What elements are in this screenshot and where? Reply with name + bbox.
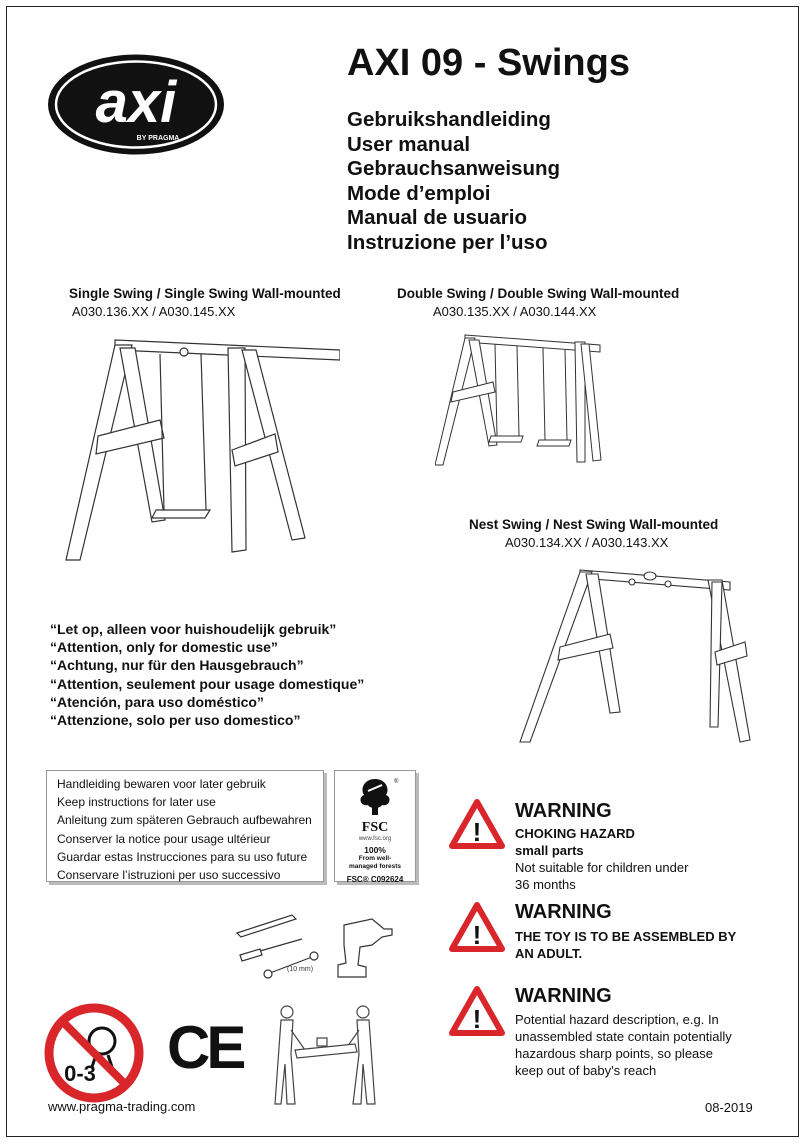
nest-swing-title: Nest Swing / Nest Swing Wall-mounted (469, 517, 719, 532)
fsc-logo-text: FSC (361, 820, 389, 835)
hex-key-icon (237, 915, 296, 937)
warning-assembly-text (515, 928, 736, 962)
manual-language: Mode d’emploi (347, 181, 491, 205)
warning-triangle-icon (449, 986, 505, 1036)
keep-instructions-line: Handleiding bewaren voor later gebruik (57, 777, 266, 791)
keep-instructions-line: Anleitung zum späteren Gebrauch aufbewahren (57, 813, 312, 828)
fsc-forests: From well- managed forests (348, 855, 402, 870)
ce-mark: CE (167, 1014, 243, 1081)
drill-icon (338, 919, 392, 977)
domestic-use-notice (50, 620, 364, 729)
warning-heading: WARNING (515, 985, 612, 1007)
double-swing-illustration (435, 330, 605, 475)
domestic-use-line: “Attenzione, solo per uso domestico” (50, 712, 301, 729)
warning-heading: WARNING (515, 901, 612, 923)
logo-text: axi (95, 70, 177, 135)
fsc-registered-mark: ® (394, 779, 399, 785)
warning-line: keep out of baby's reach (515, 1063, 657, 1078)
screwdriver-icon (240, 939, 302, 961)
domestic-use-line: “Let op, alleen voor huishoudelijk gebruik” (50, 621, 337, 637)
warning-triangle-icon (449, 799, 505, 849)
domestic-use-line: “Attention, seulement pour usage domestique” (50, 675, 365, 692)
fsc-label (334, 770, 416, 882)
single-swing-code: A030.136.XX / A030.145.XX (72, 304, 236, 319)
fsc-percent: 100% (364, 845, 386, 855)
manual-languages (347, 108, 560, 255)
domestic-use-line: “Atención, para uso doméstico” (50, 693, 264, 710)
logo-subtext: BY PRAGMA (136, 135, 180, 142)
warning-line: CHOKING HAZARD (515, 826, 635, 841)
domestic-use-line: “Achtung, nur für den Hausgebrauch” (50, 657, 304, 674)
age-label: 0-3 (64, 1061, 96, 1086)
double-swing-code: A030.135.XX / A030.144.XX (433, 304, 597, 319)
document-title: AXI 09 - Swings (347, 42, 630, 84)
warning-line: AN ADULT. (515, 946, 583, 961)
single-swing-illustration (60, 330, 340, 580)
fsc-code: FSC® C092624 (346, 875, 404, 884)
svg-text:!: ! (472, 920, 482, 950)
age-restriction-icon (44, 1003, 144, 1103)
keep-instructions-box (46, 770, 324, 882)
nest-swing-code: A030.134.XX / A030.143.XX (505, 535, 669, 550)
nest-swing-illustration (500, 562, 760, 747)
two-adults-assembly-icon (265, 1004, 385, 1114)
keep-instructions-line: Conserver la notice pour usage ultérieur (57, 831, 271, 846)
warning-line: Potential hazard description, e.g. In (515, 1012, 719, 1027)
footer-date: 08-2019 (705, 1100, 753, 1115)
manual-language: Gebrauchsanweisung (347, 157, 561, 180)
fsc-url: www.fsc.org (358, 836, 392, 842)
warning-line: unassembled state contain potentially (515, 1029, 732, 1044)
warning-line: THE TOY IS TO BE ASSEMBLED BY (515, 929, 737, 944)
keep-instructions-line: Keep instructions for later use (57, 795, 216, 810)
wrench-size-label: (10 mm) (287, 966, 314, 973)
warning-triangle-icon (449, 902, 505, 952)
warning-line: small parts (515, 843, 584, 858)
axi-logo (46, 52, 226, 157)
fsc-tree-icon (350, 775, 400, 817)
warning-line: hazardous sharp points, so please (515, 1046, 714, 1061)
tools-illustration (232, 905, 402, 985)
manual-language: Manual de usuario (347, 206, 527, 229)
wrench-icon (264, 952, 318, 978)
keep-instructions-line: Conservare l’istruzioni per uso successivo (57, 868, 281, 883)
svg-text:!: ! (472, 817, 482, 847)
single-swing-title: Single Swing / Single Swing Wall-mounted (69, 286, 341, 301)
manual-language: Instruzione per l’uso (347, 230, 548, 254)
warning-choking-text (515, 825, 688, 893)
svg-text:!: ! (472, 1004, 482, 1034)
manual-language: User manual (347, 132, 471, 156)
warning-line: 36 months (515, 877, 576, 892)
manual-language: Gebruikshandleiding (347, 108, 551, 131)
domestic-use-line: “Attention, only for domestic use” (50, 639, 278, 656)
warning-line: Not suitable for children under (515, 860, 689, 875)
footer-url[interactable]: www.pragma-trading.com (48, 1099, 196, 1114)
warning-heading: WARNING (515, 800, 612, 822)
double-swing-title: Double Swing / Double Swing Wall-mounted (397, 286, 680, 301)
warning-hazard-text (515, 1011, 732, 1079)
keep-instructions-line: Guardar estas Instrucciones para su uso future (57, 849, 308, 864)
